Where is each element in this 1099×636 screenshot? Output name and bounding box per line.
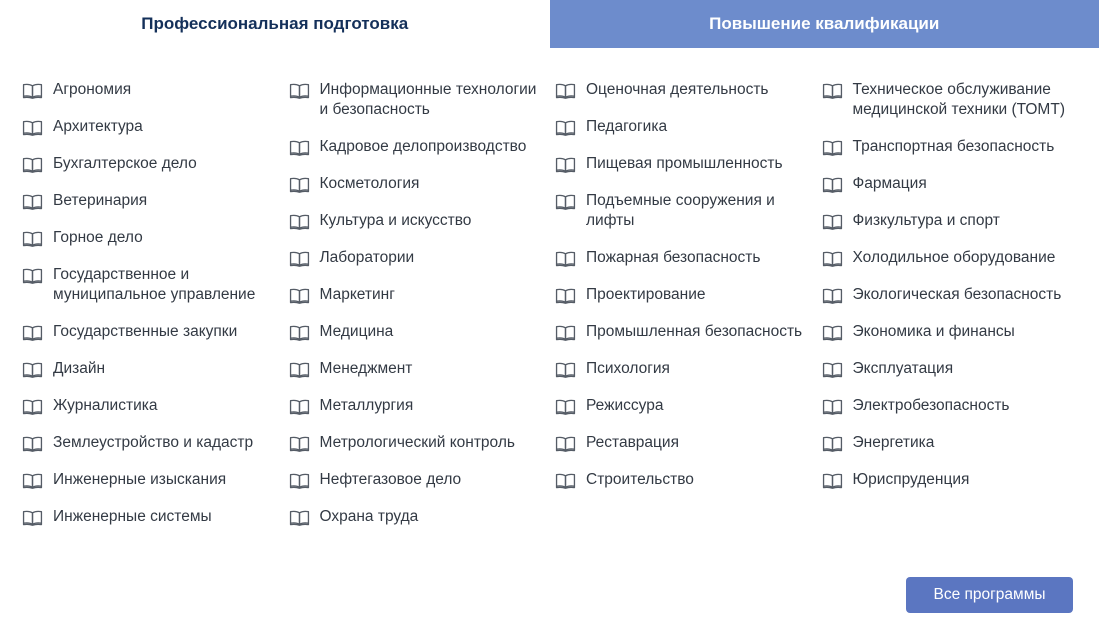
program-label: Нефтегазовое дело [319,470,462,488]
program-link[interactable] [555,433,822,453]
program-link[interactable] [22,154,289,174]
program-link[interactable] [822,248,1089,268]
program-label: Государственные закупки [53,322,238,340]
all-programs-button[interactable]: Все программы [906,577,1073,613]
program-label: Оценочная деятельность [586,81,769,98]
open-book-icon [22,157,43,173]
program-label: Агрономия [53,81,132,98]
program-link[interactable] [22,322,289,342]
program-link[interactable] [22,228,289,248]
program-label: Подъемные сооружения и лифты [586,192,775,229]
program-link[interactable] [22,507,289,527]
program-label: Косметология [319,174,420,192]
program-label: Режиссура [586,396,664,414]
open-book-icon [289,288,310,304]
program-grid [22,80,1088,544]
program-label: Охрана труда [319,507,419,525]
program-label: Фармация [852,174,927,192]
program-label: Психология [586,359,670,377]
open-book-icon [555,473,576,489]
open-book-icon [289,510,310,526]
open-book-icon [822,436,843,452]
open-book-icon [22,473,43,489]
open-book-icon [22,399,43,415]
program-column-4 [822,80,1089,544]
open-book-icon [289,140,310,156]
program-label: Менеджмент [319,359,413,377]
program-label: Информационные технологии и безопасность [319,81,537,118]
program-label: Пожарная безопасность [586,248,761,266]
program-label: Медицина [319,322,394,340]
program-link[interactable] [22,80,289,100]
program-label: Кадровое делопроизводство [319,137,527,155]
program-link[interactable] [289,396,556,416]
open-book-icon [822,473,843,489]
program-link[interactable] [555,191,822,230]
open-book-icon [822,251,843,267]
program-label: Пищевая промышленность [586,155,783,172]
open-book-icon [555,120,576,136]
open-book-icon [289,473,310,489]
open-book-icon [555,157,576,173]
open-book-icon [822,288,843,304]
program-link[interactable] [555,322,822,342]
program-link[interactable] [555,248,822,268]
program-link[interactable] [555,117,822,137]
open-book-icon [555,436,576,452]
program-link[interactable] [555,470,822,490]
open-book-icon [822,325,843,341]
program-label: Государственное и муниципальное управление [53,266,256,303]
program-label: Культура и искусство [319,211,472,229]
program-label: Энергетика [852,433,935,451]
program-link[interactable] [555,154,822,174]
open-book-icon [22,436,43,452]
program-link[interactable] [22,117,289,137]
program-label: Экологическая безопасность [852,285,1062,303]
program-link[interactable] [822,359,1089,379]
open-book-icon [289,325,310,341]
open-book-icon [22,510,43,526]
program-link[interactable] [289,322,556,342]
program-link[interactable] [822,285,1089,305]
open-book-icon [822,140,843,156]
open-book-icon [22,268,43,284]
program-label: Журналистика [53,396,158,414]
program-link[interactable] [555,285,822,305]
program-label: Ветеринария [53,192,148,209]
program-link[interactable] [22,433,289,453]
program-column-1 [22,80,289,544]
open-book-icon [289,399,310,415]
program-link[interactable] [289,470,556,490]
program-label: Педагогика [586,118,668,135]
program-label: Землеустройство и кадастр [53,433,254,451]
program-link[interactable] [289,248,556,268]
program-link[interactable] [289,433,556,453]
open-book-icon [289,436,310,452]
program-link[interactable] [289,359,556,379]
program-label: Проектирование [586,285,706,303]
program-label: Инженерные изыскания [53,470,227,488]
program-label: Техническое обслуживание медицинской техники (ТОМТ) [852,81,1065,118]
open-book-icon [555,288,576,304]
program-link[interactable] [22,191,289,211]
tab-qualification-upgrade[interactable]: Повышение квалификации [550,0,1099,48]
open-book-icon [822,177,843,193]
open-book-icon [289,251,310,267]
open-book-icon [22,120,43,136]
program-link[interactable] [822,433,1089,453]
open-book-icon [22,231,43,247]
program-link[interactable] [822,80,1089,119]
tab-bar [0,0,1099,48]
program-column-2 [289,80,556,544]
open-book-icon [22,194,43,210]
program-label: Экономика и финансы [852,322,1015,340]
open-book-icon [22,362,43,378]
open-book-icon [555,362,576,378]
program-link[interactable] [822,470,1089,490]
program-label: Электробезопасность [852,396,1010,414]
open-book-icon [555,399,576,415]
open-book-icon [22,325,43,341]
open-book-icon [555,194,576,210]
open-book-icon [289,362,310,378]
program-label: Бухгалтерское дело [53,155,197,172]
program-link[interactable] [555,80,822,100]
program-link[interactable] [22,265,289,304]
open-book-icon [289,83,310,99]
program-label: Реставрация [586,433,679,451]
program-link[interactable] [822,174,1089,194]
program-label: Металлургия [319,396,414,414]
program-link[interactable] [289,174,556,194]
open-book-icon [555,325,576,341]
program-link[interactable] [822,322,1089,342]
open-book-icon [822,214,843,230]
tab-professional-training[interactable]: Профессиональная подготовка [0,0,550,48]
program-link[interactable] [822,396,1089,416]
program-label: Промышленная безопасность [586,322,803,340]
program-link[interactable] [822,211,1089,231]
program-link[interactable] [22,359,289,379]
program-label: Метрологический контроль [319,433,515,451]
program-label: Дизайн [53,359,106,377]
program-link[interactable] [822,137,1089,157]
open-book-icon [555,83,576,99]
open-book-icon [22,83,43,99]
open-book-icon [822,399,843,415]
program-label: Юриспруденция [852,470,970,488]
program-link[interactable] [289,80,556,119]
program-link[interactable] [22,470,289,490]
program-link[interactable] [289,137,556,157]
program-label: Маркетинг [319,285,395,303]
program-link[interactable] [555,396,822,416]
program-label: Холодильное оборудование [852,248,1056,266]
program-column-3 [555,80,822,544]
program-link[interactable] [289,285,556,305]
program-label: Горное дело [53,229,143,246]
program-label: Физкультура и спорт [852,211,1000,229]
open-book-icon [289,214,310,230]
program-link[interactable] [289,507,556,527]
program-label: Архитектура [53,118,143,135]
open-book-icon [822,83,843,99]
program-label: Эксплуатация [852,359,954,377]
program-label: Лаборатории [319,248,415,266]
program-link[interactable] [289,211,556,231]
open-book-icon [289,177,310,193]
program-link[interactable] [555,359,822,379]
open-book-icon [555,251,576,267]
program-label: Строительство [586,470,694,488]
program-label: Транспортная безопасность [852,137,1055,155]
program-label: Инженерные системы [53,507,212,525]
program-link[interactable] [22,396,289,416]
open-book-icon [822,362,843,378]
